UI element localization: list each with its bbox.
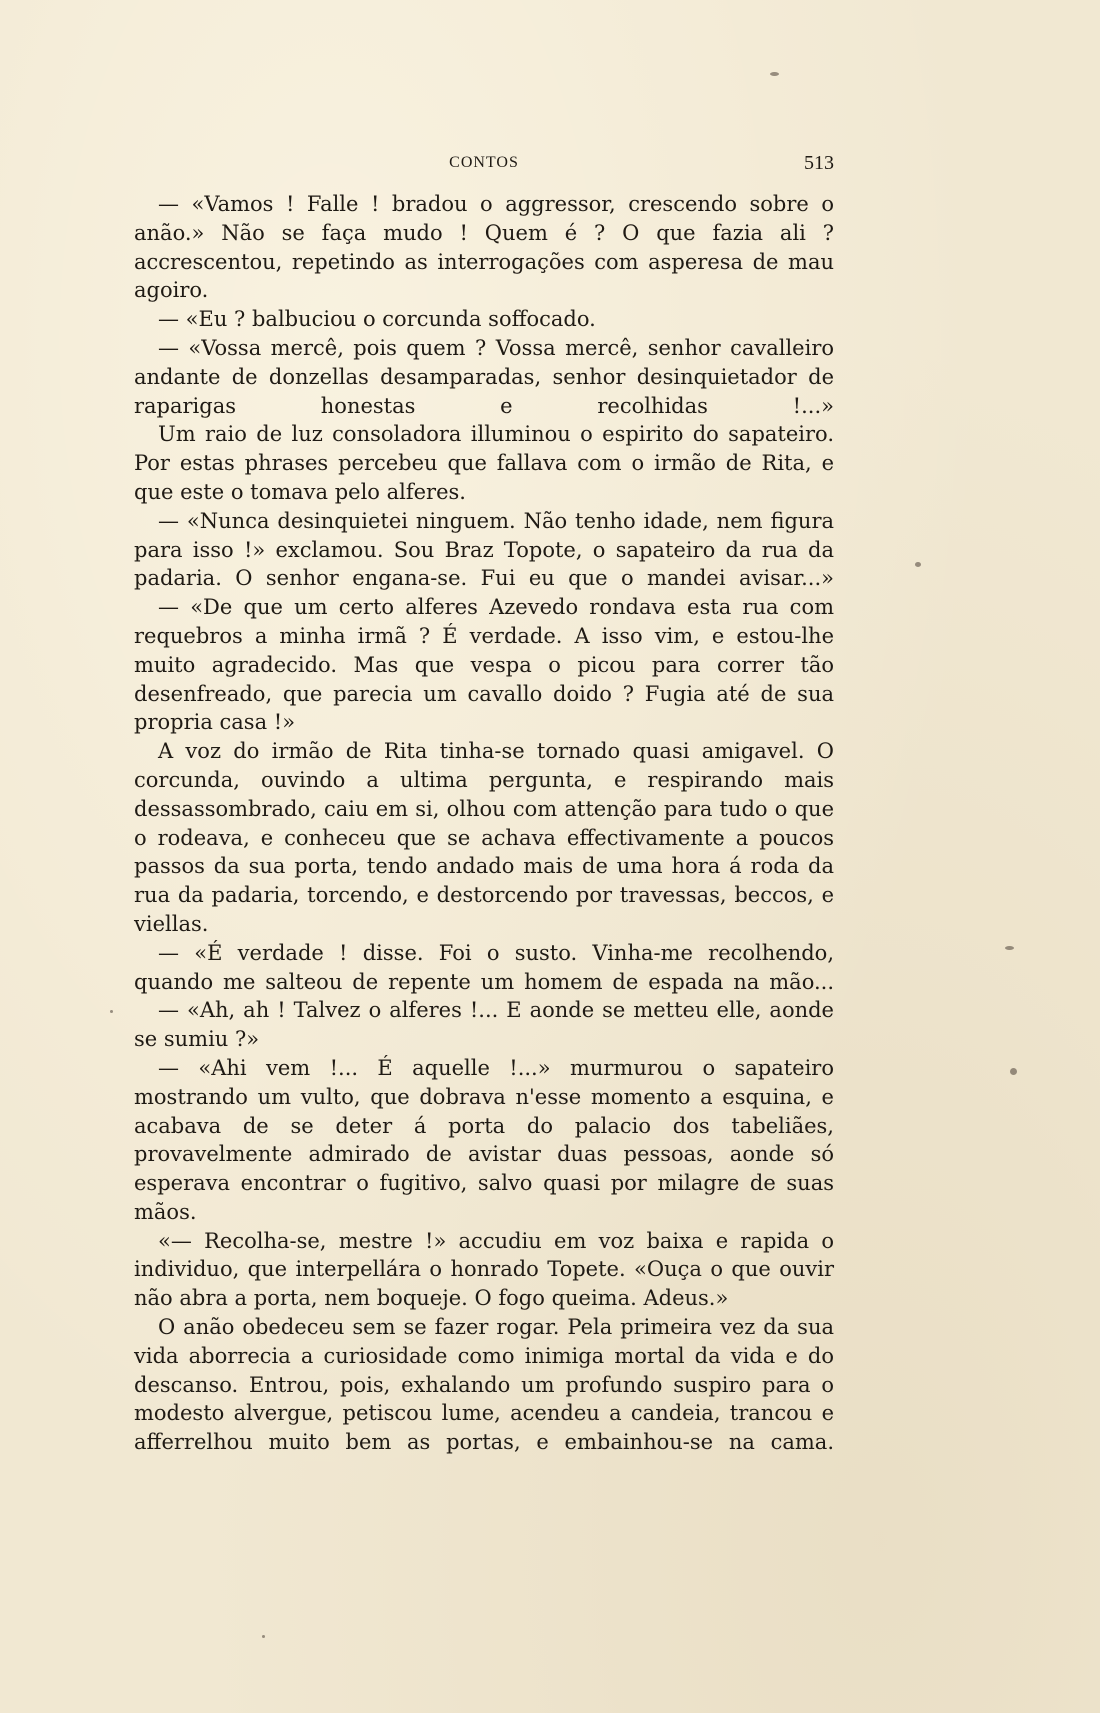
- running-head: [134, 154, 834, 180]
- paper-speck: [1005, 946, 1014, 950]
- paper-speck: [770, 72, 779, 76]
- page-number: 513: [804, 152, 834, 174]
- running-title: CONTOS: [449, 154, 519, 171]
- paragraph-1: — «Vamos ! Falle ! bradou o aggressor, crescendo sobre o anão.» Não se faça mudo ! Quem é ? O que fazia ali ? accrescentou, repetindo as interrogações com asperesa de mau agoiro.: [134, 192, 834, 303]
- paragraph-3: — «Vossa mercê, pois quem ? Vossa mercê, senhor cavalleiro andante de donzellas desamparadas, senhor desinquietador de raparigas honestas e recolhidas !...»: [134, 335, 834, 418]
- text-body: [134, 190, 834, 1457]
- paragraph-10: — «Ahi vem !... É aquelle !...» murmurou o sapateiro mostrando um vulto, que dobrava n'esse momento a esquina, e acabava de se deter á porta do palacio dos tabeliães, provavelmente admirado de avistar duas pessoas, aonde só esperava encontrar o fugitivo, salvo quasi por milagre de suas mãos.: [134, 1055, 834, 1224]
- paragraph-11: «— Recolha-se, mestre !» accudiu em voz baixa e rapida o individuo, que interpellára o honrado Topete. «Ouça o que ouvir não abra a porta, nem boqueje. O fogo queima. Adeus.»: [134, 1228, 834, 1311]
- paper-speck: [1010, 1068, 1017, 1075]
- paragraph-7: A voz do irmão de Rita tinha-se tornado quasi amigavel. O corcunda, ouvindo a ultima pergunta, e respirando mais dessassombrado, caiu em si, olhou com attenção para tudo o que o rodeava, e conheceu que se achava effectivamente a poucos passos da sua porta, tendo andado mais de uma hora á roda da rua da padaria, torcendo, e destorcendo por travessas, beccos, e viellas.: [134, 739, 834, 936]
- paper-speck: [262, 1635, 265, 1638]
- paragraph-4: Um raio de luz consoladora illuminou o espirito do sapateiro. Por estas phrases percebeu que fallava com o irmão de Rita, e que este o tomava pelo alferes.: [134, 422, 834, 504]
- paper-speck: [915, 562, 921, 567]
- paragraph-12: O anão obedeceu sem se fazer rogar. Pela primeira vez da sua vida aborrecia a curiosidade como inimiga mortal da vida e do descanso. Entrou, pois, exhalando um profundo suspiro para o modesto alvergue, petiscou lume, acendeu a candeia, trancou e afferrelhou muito bem as portas, e embainhou-se na cama.: [134, 1315, 834, 1455]
- paragraph-2: — «Eu ? balbuciou o corcunda soffocado.: [158, 307, 596, 332]
- paragraph-6: — «De que um certo alferes Azevedo rondava esta rua com requebros a minha irmã ? É verdade. A isso vim, e estou-lhe muito agradecido. Mas que vespa o picou para correr tão desenfreado, que parecia um cavallo doido ? Fugia até de sua propria casa !»: [134, 595, 834, 735]
- paragraph-5: — «Nunca desinquietei ninguem. Não tenho idade, nem figura para isso !» exclamou. Sou Braz Topote, o sapateiro da rua da padaria. O senhor engana-se. Fui eu que o mandei avisar...»: [134, 508, 834, 591]
- paper-speck: [110, 1010, 113, 1013]
- paragraph-9: — «Ah, ah ! Talvez o alferes !... E aonde se metteu elle, aonde se sumiu ?»: [134, 998, 834, 1052]
- paragraph-8: — «É verdade ! disse. Foi o susto. Vinha-me recolhendo, quando me salteou de repente um homem de espada na mão...: [134, 940, 834, 994]
